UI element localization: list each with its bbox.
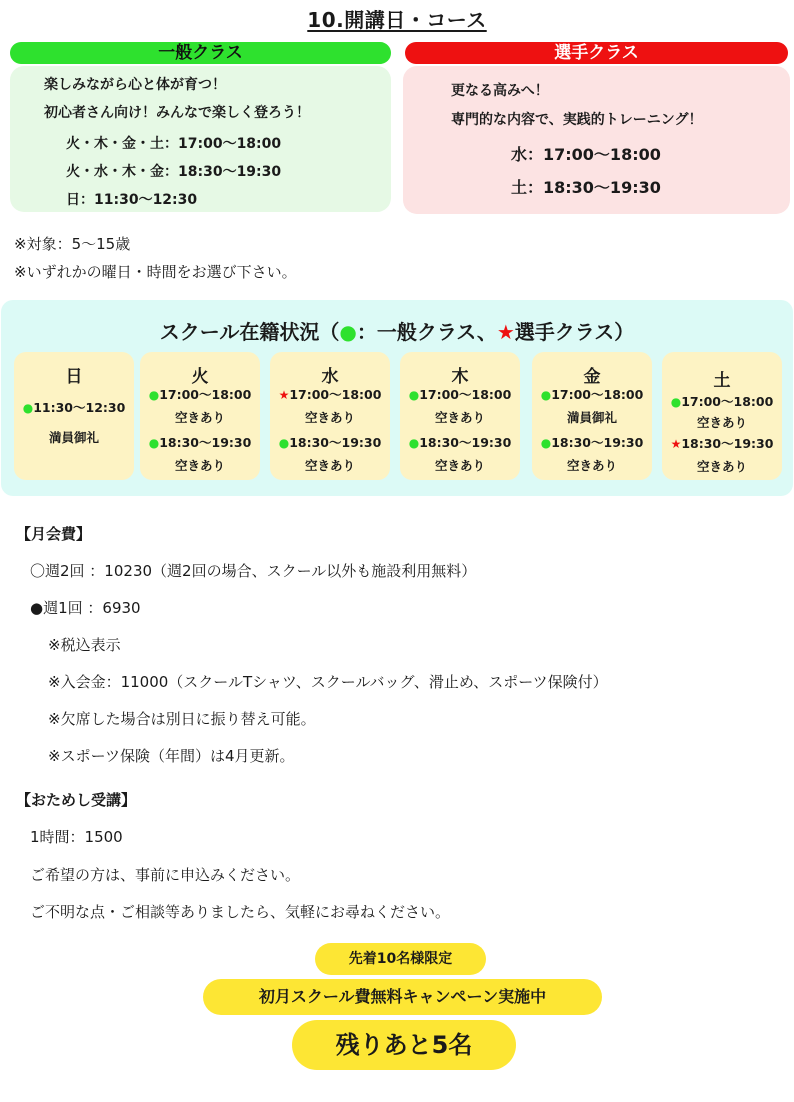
fee-note: ※入会金：11000（スクールTシャツ、スクールバッグ、滑止め、スポーツ保険付） (48, 673, 608, 691)
slot-status: 空きあり (174, 410, 225, 425)
slot-time: ●17:00〜18:00 (408, 387, 512, 402)
slot-time: ★18:30〜19:30 (670, 436, 774, 451)
slot-status: 空きあり (174, 458, 225, 473)
general-class-dot-icon: ● (670, 395, 682, 409)
slot-status: 空きあり (696, 415, 747, 430)
slot-time: ●17:00〜18:00 (540, 387, 644, 402)
day-label: 木 (451, 367, 469, 387)
slot-status: 空きあり (566, 458, 617, 473)
day-card-sun (14, 352, 134, 480)
general-subtagline: 初心者さん向け！みんなで楽しく登ろう！ (44, 105, 310, 121)
general-class-dot-icon: ● (339, 320, 357, 344)
general-class-dot-icon: ● (148, 436, 160, 450)
elite-class-header: 選手クラス (405, 42, 788, 64)
trial-line: 1時間：1500 (30, 828, 123, 846)
general-class-dot-icon: ● (408, 436, 420, 450)
elite-schedule-line: 土：18:30〜19:30 (511, 178, 661, 197)
slot-time: ★17:00〜18:00 (278, 387, 382, 402)
enrollment-status-title: スクール在籍状況（●：一般クラス、★選手クラス） (159, 320, 635, 344)
general-schedule-line: 火・水・木・金：18:30〜19:30 (66, 164, 282, 180)
day-label: 水 (321, 367, 339, 387)
general-class-dot-icon: ● (278, 436, 290, 450)
slot-status: 空きあり (434, 458, 485, 473)
day-label: 日 (65, 367, 83, 387)
remaining-slots-badge: 残りあと5名 (292, 1020, 516, 1070)
trial-line: ご不明な点・ご相談等ありましたら、気軽にお尋ねください。 (30, 903, 451, 921)
fee-note: ※欠席した場合は別日に振り替え可能。 (48, 710, 316, 728)
trial-line: ご希望の方は、事前に申込みください。 (30, 866, 301, 884)
page-title: 10.開講日・コース (307, 8, 487, 32)
general-class-dot-icon: ● (148, 388, 160, 402)
day-card-wed (270, 352, 390, 480)
day-label: 土 (713, 371, 731, 391)
fee-note: ※スポーツ保険（年間）は4月更新。 (48, 747, 295, 765)
slot-time: ●18:30〜19:30 (540, 435, 644, 450)
general-schedule-line: 日：11:30〜12:30 (66, 192, 198, 208)
day-card-tue (140, 352, 260, 480)
monthly-fee-heading: 【月会費】 (16, 525, 92, 543)
target-age-note: ※対象：5〜15歳 (14, 235, 131, 253)
elite-class-star-icon: ★ (670, 437, 682, 451)
fee-note: ※税込表示 (48, 636, 121, 654)
trial-heading: 【おためし受講】 (16, 791, 137, 809)
slot-time: ●17:00〜18:00 (148, 387, 252, 402)
slot-status: 空きあり (304, 458, 355, 473)
day-label: 火 (191, 367, 209, 387)
fee-line: 〇週2回 ：10230（週2回の場合、スクール以外も施設利用無料） (30, 562, 477, 580)
day-label: 金 (583, 367, 601, 387)
elite-class-box (403, 66, 790, 214)
day-card-fri (532, 352, 652, 480)
day-card-thu (400, 352, 520, 480)
slot-time: ●18:30〜19:30 (148, 435, 252, 450)
elite-tagline: 更なる高みへ！ (451, 83, 549, 99)
general-class-header: 一般クラス (10, 42, 391, 64)
general-tagline: 楽しみながら心と体が育つ！ (44, 77, 226, 93)
select-day-note: ※いずれかの曜日・時間をお選び下さい。 (14, 263, 297, 281)
general-class-dot-icon: ● (540, 436, 552, 450)
general-class-dot-icon: ● (22, 401, 34, 415)
general-class-box (10, 66, 391, 212)
slot-status: 満員御礼 (566, 410, 617, 425)
slot-status: 空きあり (434, 410, 485, 425)
slot-status: 空きあり (696, 459, 747, 474)
elite-schedule-line: 水：17:00〜18:00 (511, 145, 661, 164)
slot-time: ●18:30〜19:30 (408, 435, 512, 450)
slot-time: ●17:00〜18:00 (670, 394, 774, 409)
slot-status: 満員御礼 (48, 430, 99, 445)
slot-time: ●11:30〜12:30 (22, 400, 126, 415)
day-card-sat (662, 352, 782, 480)
slot-status: 空きあり (304, 410, 355, 425)
elite-class-star-icon: ★ (278, 388, 290, 402)
slot-time: ●18:30〜19:30 (278, 435, 382, 450)
fee-line: ●週1回 ：6930 (30, 599, 141, 617)
general-schedule-line: 火・木・金・土：17:00〜18:00 (66, 136, 282, 152)
elite-class-star-icon: ★ (496, 320, 515, 344)
campaign-headline-badge: 初月スクール費無料キャンペーン実施中 (203, 979, 602, 1015)
elite-subtagline: 専門的な内容で、実践的トレーニング！ (451, 112, 703, 128)
campaign-limit-badge: 先着10名様限定 (315, 943, 486, 975)
general-class-dot-icon: ● (540, 388, 552, 402)
general-class-dot-icon: ● (408, 388, 420, 402)
